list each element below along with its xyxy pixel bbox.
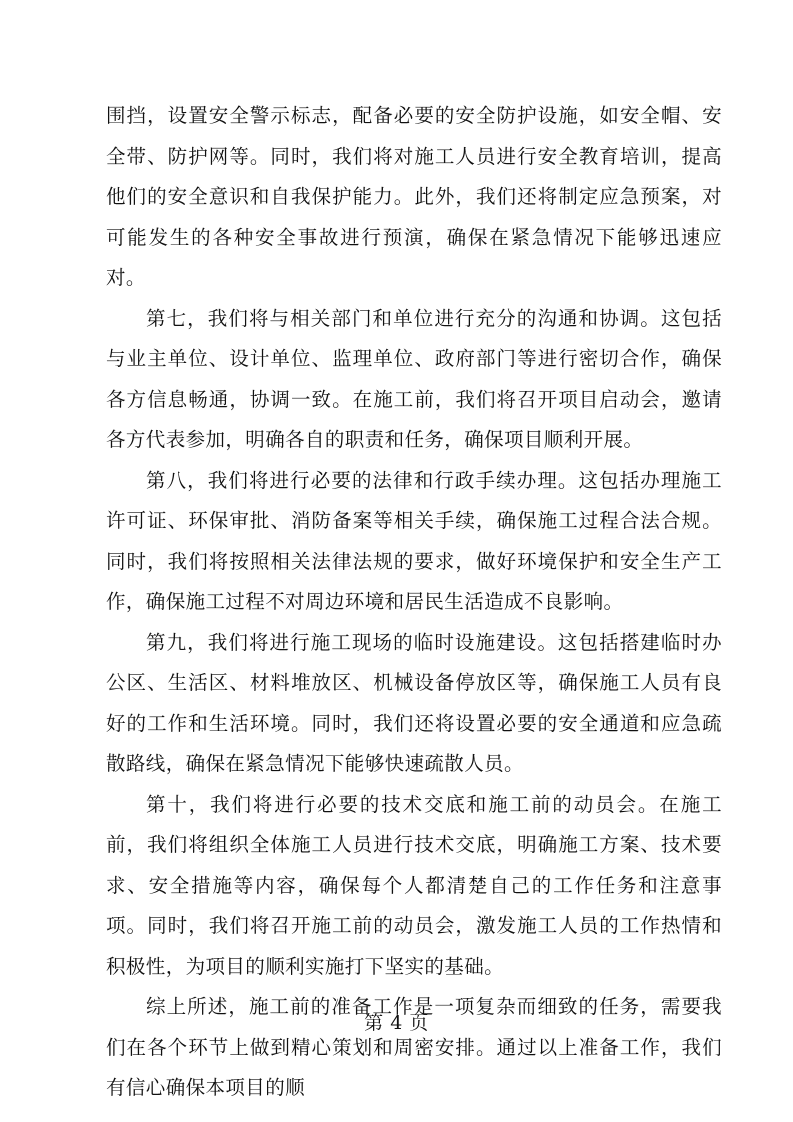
paragraph-1: 围挡，设置安全警示标志，配备必要的安全防护设施，如安全帽、安全带、防护网等。同时，我们将对施工人员进行安全教育培训，提高他们的安全意识和自我保护能力。此外，我们还将制定应急预案，对可能发生的各种安全事故进行预演，确保在紧急情况下能够迅速应对。 — [106, 104, 722, 289]
body-text — [106, 96, 722, 1109]
paragraph-5: 第十，我们将进行必要的技术交底和施工前的动员会。在施工前，我们将组织全体施工人员进行技术交底，明确施工方案、技术要求、安全措施等内容，确保每个人都清楚自己的工作任务和注意事项。同时，我们将召开施工前的动员会，激发施工人员的工作热情和积极性，为项目的顺利实施打下坚实的基础。 — [106, 792, 722, 978]
paragraph-4: 第九，我们将进行施工现场的临时设施建设。这包括搭建临时办公区、生活区、材料堆放区、机械设备停放区等，确保施工人员有良好的工作和生活环境。同时，我们还将设置必要的安全通道和应急疏散路线，确保在紧急情况下能够快速疏散人员。 — [106, 630, 722, 775]
paragraph-6: 综上所述，施工前的准备工作是一项复杂而细致的任务，需要我们在各个环节上做到精心策划和周密安排。通过以上准备工作，我们有信心确保本项目的顺 — [106, 995, 722, 1099]
paragraph-2: 第七，我们将与相关部门和单位进行充分的沟通和协调。这包括与业主单位、设计单位、监理单位、政府部门等进行密切合作，确保各方信息畅通，协调一致。在施工前，我们将召开项目启动会，邀请各方代表参加，明确各自的职责和任务，确保项目顺利开展。 — [106, 306, 722, 451]
paragraph-3: 第八，我们将进行必要的法律和行政手续办理。这包括办理施工许可证、环保审批、消防备案等相关手续，确保施工过程合法合规。同时，我们将按照相关法律法规的要求，做好环境保护和安全生产工作，确保施工过程不对周边环境和居民生活造成不良影响。 — [106, 468, 722, 613]
page-number: 第 4 页 — [364, 1012, 429, 1034]
